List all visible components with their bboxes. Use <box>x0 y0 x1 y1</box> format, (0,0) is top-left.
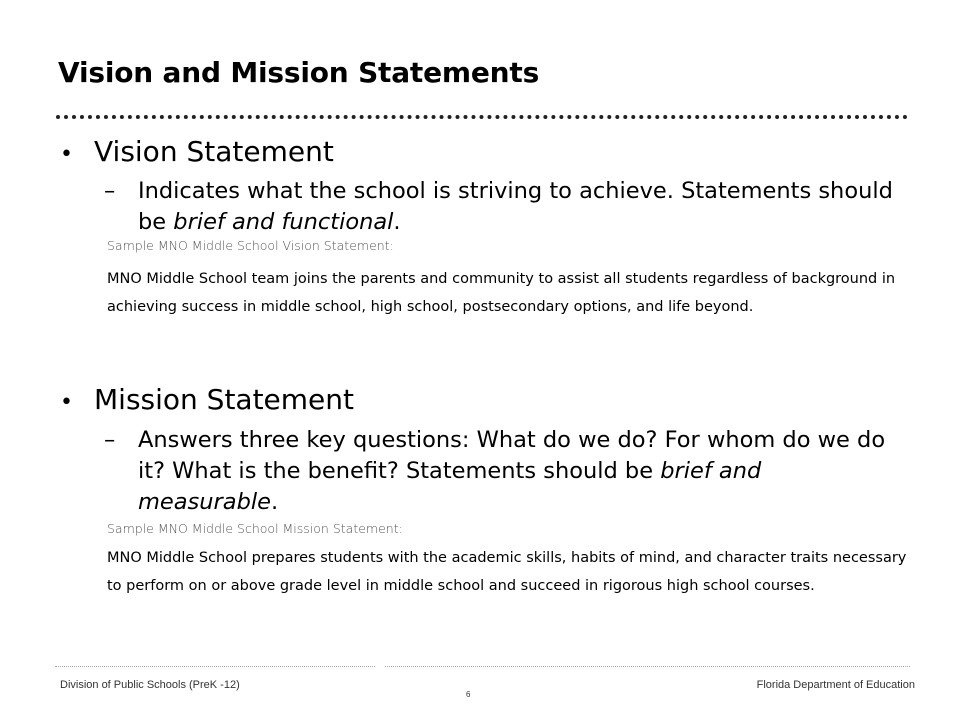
bullet-dot-icon: • <box>60 142 73 167</box>
footer-divider-left <box>55 666 375 667</box>
vision-description-emphasis: brief and functional <box>173 209 394 235</box>
footer-division: Division of Public Schools (PreK -12) <box>60 679 240 691</box>
vision-description-text <box>138 176 904 238</box>
vision-heading: Vision Statement <box>94 135 334 168</box>
bullet-dot-icon: • <box>60 390 73 415</box>
mission-sample-text: MNO Middle School prepares students with the academic skills, habits of mind, and character traits necessary to perform on or above grade level in middle school and succeed in rigorous high school courses. <box>107 550 907 594</box>
footer-divider-right <box>385 666 910 667</box>
dash-icon: – <box>104 178 116 204</box>
vision-description-plain: Indicates what the school is striving to achieve. Statements should be <box>138 178 893 235</box>
page-number: 6 <box>466 690 471 699</box>
mission-heading: Mission Statement <box>94 383 355 416</box>
vision-description <box>104 176 904 238</box>
vision-sample-label: Sample MNO Middle School Vision Statement: <box>107 238 394 253</box>
title-divider <box>56 115 908 119</box>
mission-description <box>104 425 904 518</box>
mission-bullet <box>60 383 354 416</box>
mission-description-emphasis: brief and measurable <box>138 458 762 515</box>
mission-description-text <box>138 425 904 518</box>
vision-description-end: . <box>393 209 401 235</box>
vision-bullet <box>60 135 334 168</box>
dash-icon: – <box>104 427 116 453</box>
mission-sample-label: Sample MNO Middle School Mission Statement: <box>107 521 403 536</box>
mission-description-plain: Answers three key questions: What do we do? For whom do we do it? What is the benefit? Statements should be <box>138 427 886 484</box>
footer-department: Florida Department of Education <box>756 679 915 691</box>
slide-title: Vision and Mission Statements <box>58 56 540 89</box>
mission-description-end: . <box>270 489 279 515</box>
vision-sample-text: MNO Middle School team joins the parents and community to assist all students regardless of background in achieving success in middle school, high school, postsecondary options, and life beyond. <box>107 271 896 315</box>
